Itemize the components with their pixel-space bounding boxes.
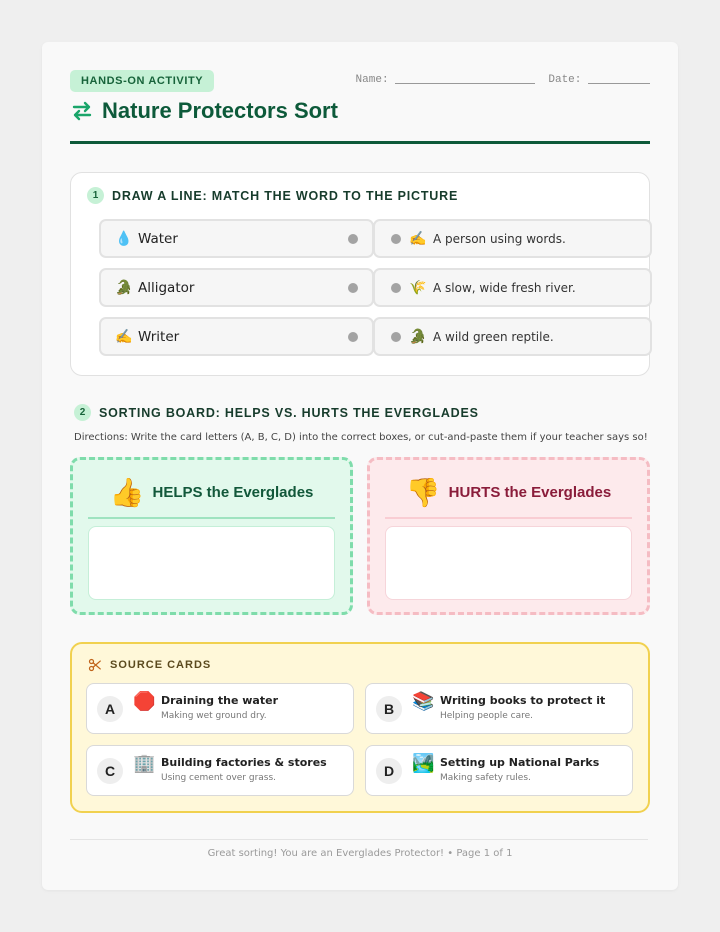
matching-section: [70, 172, 650, 376]
source-card-d[interactable]: [365, 745, 633, 796]
connector-dot[interactable]: [348, 234, 358, 244]
alligator-icon: 🐊: [409, 328, 427, 345]
word-text: Alligator: [138, 279, 195, 296]
books-icon: 📚: [412, 691, 435, 712]
footer-text: Great sorting! You are an Everglades Protector! • Page 1 of 1: [207, 848, 513, 859]
picture-text: A person using words.: [433, 231, 566, 246]
connector-dot[interactable]: [348, 283, 358, 293]
hurts-box: [367, 457, 650, 615]
source-card-a[interactable]: [86, 683, 354, 734]
connector-dot[interactable]: [391, 332, 401, 342]
footer-divider: [70, 839, 648, 840]
alligator-icon: 🐊: [115, 279, 133, 296]
word-card-writer[interactable]: [99, 317, 374, 356]
picture-label: [409, 231, 566, 247]
picture-label: [409, 329, 554, 345]
card-title: Draining the water: [161, 694, 278, 707]
directions-text: Directions: Write the card letters (A, B, C, D) into the correct boxes, or cut-and-paste them if your teacher says so!: [74, 432, 648, 443]
writing-hand-icon: ✍️: [409, 230, 427, 247]
hurts-divider: [385, 517, 632, 519]
connector-dot[interactable]: [348, 332, 358, 342]
national-park-icon: 🏞️: [412, 753, 435, 774]
word-label: [115, 280, 348, 296]
name-date-fields: [356, 74, 650, 86]
page-title: Nature Protectors Sort: [102, 98, 338, 123]
connector-dot[interactable]: [391, 283, 401, 293]
hurts-header: [370, 472, 647, 512]
helps-label: HELPS the Everglades: [152, 483, 314, 501]
card-subtitle: Helping people care.: [440, 711, 534, 721]
section-number: 2: [74, 404, 91, 421]
date-blank[interactable]: [588, 83, 650, 84]
swap-arrows-icon: [70, 99, 94, 123]
thumbs-up-icon: 👍: [109, 476, 145, 508]
name-label: Name:: [355, 74, 389, 86]
source-cards-panel: [70, 642, 650, 813]
stop-sign-icon: 🛑: [133, 691, 156, 712]
matching-heading: [87, 187, 458, 204]
card-subtitle: Using cement over grass.: [161, 773, 277, 783]
picture-text: A slow, wide fresh river.: [433, 280, 576, 295]
card-title: Writing books to protect it: [440, 694, 606, 707]
section-title: DRAW A LINE: MATCH THE WORD TO THE PICTURE: [112, 188, 459, 203]
thumbs-down-icon: 👎: [405, 476, 441, 508]
picture-card-person[interactable]: [373, 219, 652, 258]
card-letter: A: [97, 696, 123, 722]
source-card-c[interactable]: [86, 745, 354, 796]
word-label: [115, 329, 348, 345]
water-drop-icon: 💧: [115, 230, 133, 247]
word-card-alligator[interactable]: [99, 268, 374, 307]
card-subtitle: Making safety rules.: [440, 773, 531, 783]
card-subtitle: Making wet ground dry.: [161, 711, 267, 721]
picture-card-river[interactable]: [373, 268, 652, 307]
helps-header: [73, 472, 350, 512]
writing-hand-icon: ✍️: [115, 328, 133, 345]
picture-card-reptile[interactable]: [373, 317, 652, 356]
word-label: [115, 231, 348, 247]
word-text: Writer: [138, 328, 180, 345]
card-title: Setting up National Parks: [440, 756, 600, 769]
picture-label: [409, 280, 576, 296]
source-card-b[interactable]: [365, 683, 633, 734]
word-card-water[interactable]: [99, 219, 374, 258]
activity-tag: HANDS-ON ACTIVITY: [70, 70, 214, 92]
helps-divider: [88, 517, 335, 519]
date-label: Date:: [548, 74, 582, 86]
hurts-label: HURTS the Everglades: [448, 483, 612, 501]
scissors-icon: [88, 658, 102, 672]
card-letter: C: [97, 758, 123, 784]
picture-text: A wild green reptile.: [433, 329, 554, 344]
name-blank[interactable]: [395, 83, 535, 84]
hurts-drop-zone[interactable]: [385, 526, 632, 600]
source-cards-title: SOURCE CARDS: [110, 659, 212, 671]
card-title: Building factories & stores: [161, 756, 327, 769]
source-cards-heading: [88, 658, 211, 672]
sorting-heading: [74, 404, 479, 421]
card-letter: B: [376, 696, 402, 722]
section-number: 1: [87, 187, 104, 204]
word-text: Water: [138, 230, 178, 247]
grass-icon: 🌾: [409, 279, 427, 296]
helps-drop-zone[interactable]: [88, 526, 335, 600]
title-row: [70, 98, 338, 124]
office-building-icon: 🏢: [133, 753, 156, 774]
title-divider: [70, 141, 650, 144]
worksheet-page: [42, 42, 678, 890]
helps-box: [70, 457, 353, 615]
connector-dot[interactable]: [391, 234, 401, 244]
card-letter: D: [376, 758, 402, 784]
section-title: SORTING BOARD: HELPS VS. HURTS THE EVERGLADES: [99, 405, 479, 420]
